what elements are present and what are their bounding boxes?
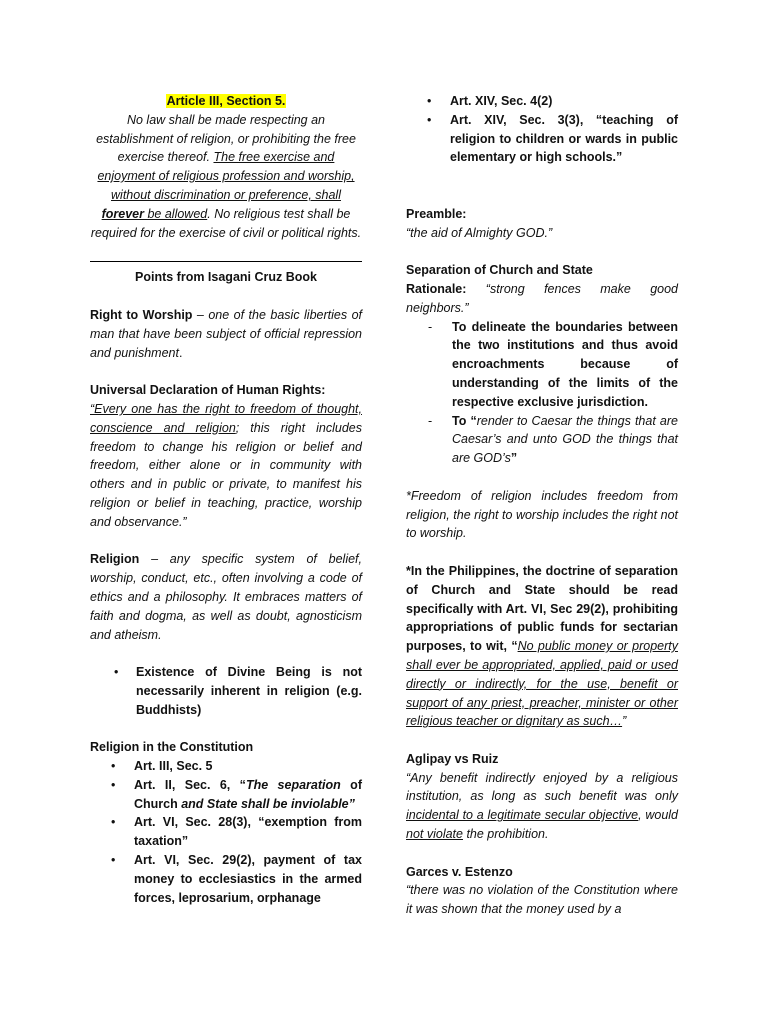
const-2-b: of Church xyxy=(134,777,362,811)
article-text-underlined: The free exercise and enjoyment of religious profession and worship, without discrimination or preference, shall xyxy=(97,150,355,202)
constitution-list xyxy=(90,757,362,907)
aglipay-text xyxy=(406,769,678,844)
garces-text: “there was no violation of the Constitution where it was shown that the money used by a xyxy=(406,883,678,917)
udhr-quote xyxy=(90,400,362,532)
religion-title: Religion xyxy=(90,552,140,567)
aglipay-i3: the prohibition. xyxy=(462,827,549,842)
religion-definition xyxy=(90,550,362,644)
religion-text: any specific system of belief, worship, conduct, etc., often involving a code of ethics and a philosophy. It embraces matters of faith and dogma, as well as doubt, agnosticism and atheism. xyxy=(90,552,362,642)
article-text-part: No law shall be made respecting an establishment of religion, or prohibiting the free exercise thereof. xyxy=(96,112,356,165)
points-heading: Points from Isagani Cruz Book xyxy=(135,270,317,285)
divider xyxy=(90,261,362,262)
aglipay-i1: “Any benefit indirectly enjoyed by a religious institution, as long as such benefit was only xyxy=(406,770,678,804)
dash-1: To delineate the boundaries between the two institutions and thus avoid encroachments because of understanding of the limits of the respective exclusive jurisdiction. xyxy=(452,319,678,409)
separation-list xyxy=(406,318,678,468)
list-item xyxy=(90,663,362,719)
garces-title: Garces v. Estenzo xyxy=(406,864,513,879)
list-item xyxy=(406,318,678,412)
udhr-title: Universal Declaration of Human Rights: xyxy=(90,383,326,398)
separation-title: Separation of Church and State xyxy=(406,263,593,278)
freedom-note: *Freedom of religion includes freedom from religion, the right to worship includes the right not to worship. xyxy=(406,488,678,541)
worship-end: . xyxy=(178,345,183,360)
right-to-worship xyxy=(90,306,362,362)
article-heading: Article III, Section 5. xyxy=(166,94,286,108)
bullet-1: Art. XIV, Sec. 4(2) xyxy=(450,94,553,108)
constitution-title: Religion in the Constitution xyxy=(90,740,254,755)
rationale xyxy=(406,280,678,318)
aglipay-title: Aglipay vs Ruiz xyxy=(406,751,499,766)
article-text xyxy=(90,111,362,243)
rationale-text: “strong fences make good neighbors.” xyxy=(406,281,678,315)
aglipay-iu: incidental to a legitimate secular objective xyxy=(406,808,639,823)
divine-bullet-text: Existence of Divine Being is not necessarily inherent in religion (e.g. Buddhists) xyxy=(136,665,362,717)
udhr-quote-rest: ; this right includes freedom to change his religion or belief and freedom, either alone or in community with others and in public or private, to manifest his religion or belief in teaching, practice, worship and observance.” xyxy=(90,420,362,529)
dash-2-i: render to Caesar the things that are Caesar’s and unto GOD the things that are GOD’s xyxy=(452,413,678,466)
aglipay-iu2: not violate xyxy=(406,827,463,842)
const-2-a: Art. II, Sec. 6, “ xyxy=(134,777,246,792)
const-3: Art. VI, Sec. 28(3), “exemption from taxation” xyxy=(134,815,362,849)
worship-dash: – xyxy=(192,307,209,322)
art-xiv-list xyxy=(406,92,678,167)
const-1: Art. III, Sec. 5 xyxy=(134,759,213,774)
aglipay-i2: , would xyxy=(638,808,678,823)
preamble-text: “the aid of Almighty GOD.” xyxy=(406,225,553,240)
list-item xyxy=(90,776,362,814)
philippines-note xyxy=(406,562,678,731)
article-heading-line xyxy=(90,92,362,111)
list-item xyxy=(406,92,678,111)
ph-note-end: ” xyxy=(622,714,627,729)
bullet-2: Art. XIV, Sec. 3(3), “teaching of religion to children or wards in public elementary or high schools.” xyxy=(450,112,678,165)
preamble-title: Preamble: xyxy=(406,206,467,221)
ph-note-underlined: No public money or property shall ever be appropriated, applied, paid or used directly or indirectly, for the use, benefit or support of any priest, preacher, minister or other religious teacher or dignitary as such… xyxy=(406,639,678,729)
article-text-forever: forever xyxy=(101,206,144,221)
udhr-quote-underlined: “Every one has the right to freedom of thought, conscience and religion xyxy=(90,401,362,435)
const-4: Art. VI, Sec. 29(2), payment of tax money to ecclesiastics in the armed forces, leprosarium, orphanage xyxy=(134,853,362,905)
religion-dash: – xyxy=(139,552,170,567)
list-item xyxy=(90,813,362,851)
list-item xyxy=(406,111,678,167)
dash-2-b: ” xyxy=(510,451,518,466)
dash-2-a: To “ xyxy=(452,413,477,428)
const-2-i1: The separation xyxy=(245,777,341,792)
rationale-label: Rationale: xyxy=(406,281,467,296)
divine-being-list xyxy=(90,663,362,719)
list-item xyxy=(90,757,362,776)
const-2-i2: and State shall be inviolable” xyxy=(177,796,355,811)
ph-note-bold: *In the Philippines, the doctrine of separation of Church and State should be read specifically with Art. VI, Sec 29(2), prohibiting appropriations of public funds for sectarian purposes, to wit, “ xyxy=(406,563,678,654)
left-column xyxy=(90,92,362,907)
article-text-end: . No religious test shall be required for the exercise of civil or political rights. xyxy=(90,206,362,240)
right-column xyxy=(406,92,678,919)
worship-title: Right to Worship xyxy=(90,307,193,322)
worship-text: one of the basic liberties of man that have been subject of official repression and punishment xyxy=(90,307,362,360)
list-item xyxy=(406,412,678,468)
list-item xyxy=(90,851,362,907)
article-text-underlined-end: be allowed xyxy=(144,206,208,221)
